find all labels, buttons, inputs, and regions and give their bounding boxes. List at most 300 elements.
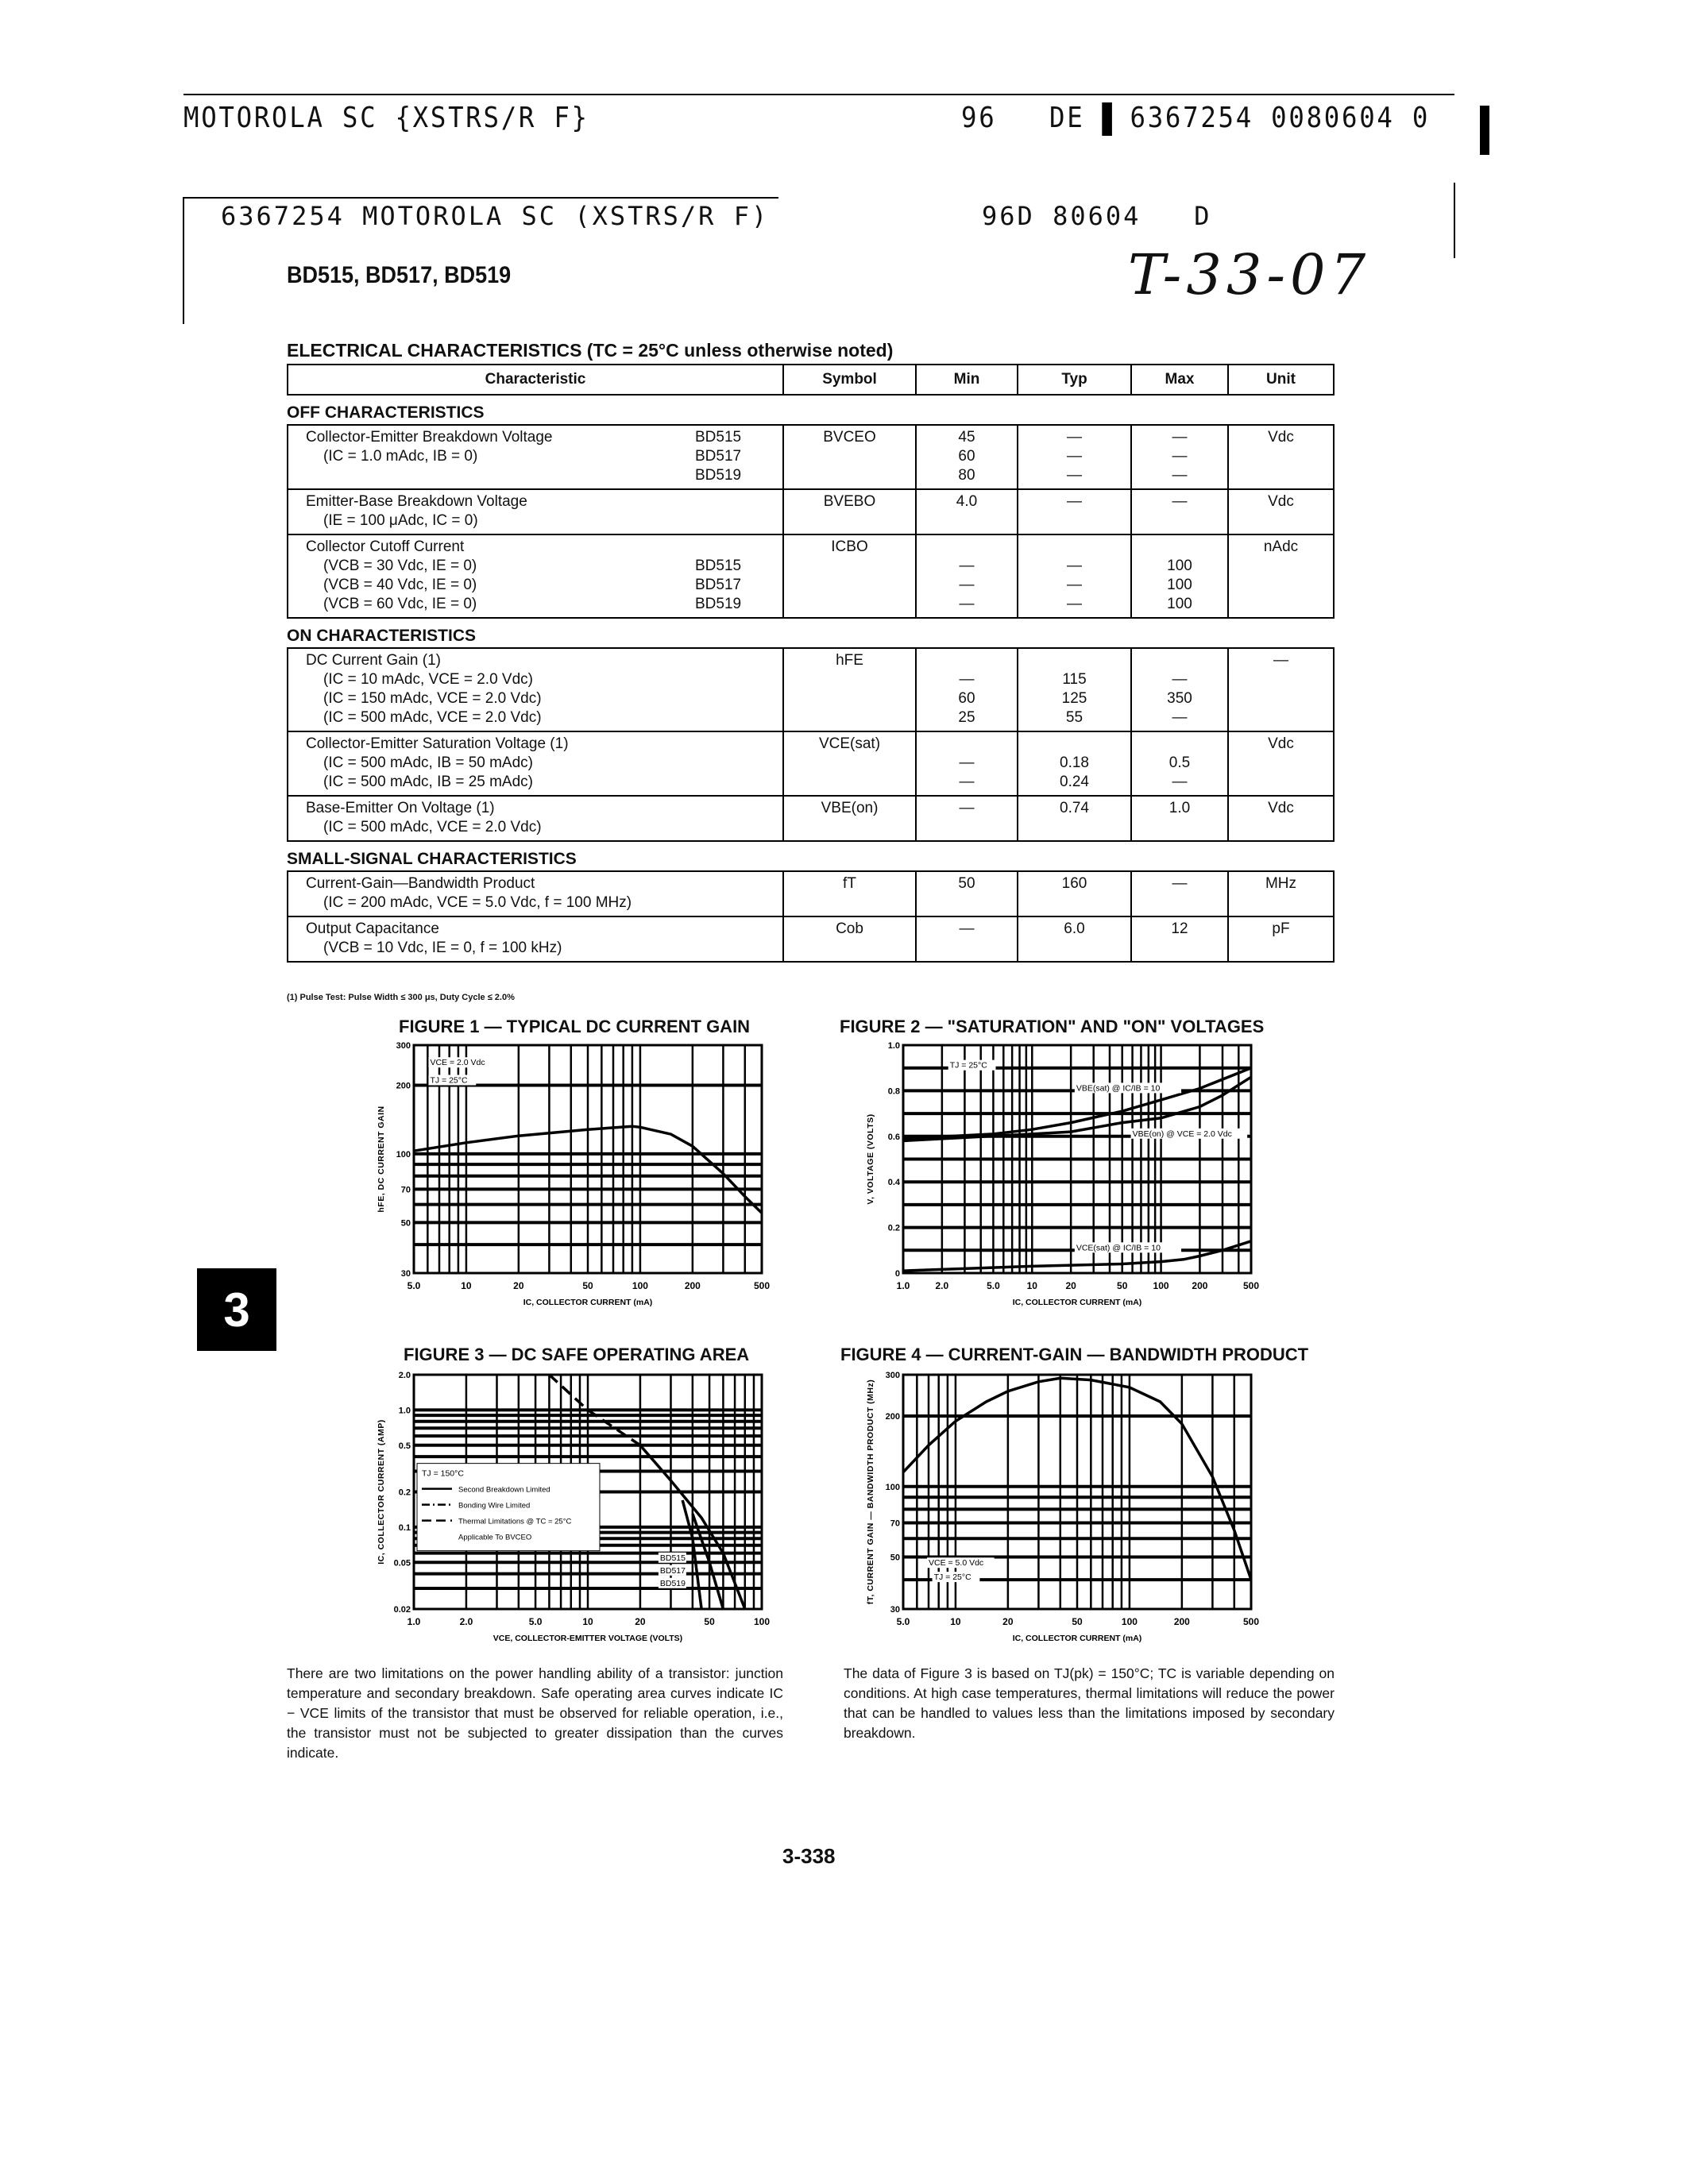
device-label [695,818,782,837]
max-cell [1130,797,1227,840]
characteristic-cell [288,732,782,795]
x-tick-label: 500 [1242,1616,1259,1627]
min-value [917,735,1017,754]
min-cell [915,872,1017,916]
characteristic-text: Output Capacitance [306,920,439,937]
unit-text: Vdc [1268,735,1294,752]
unit-text: — [1273,652,1288,669]
max-cell [1130,649,1227,731]
min-value: 50 [958,875,975,892]
header-code: 96 [961,102,997,134]
characteristic-text: (IC = 500 mAdc, VCE = 2.0 Vdc) [323,709,542,726]
x-tick-label: 5.0 [896,1616,910,1627]
device-label [695,799,782,818]
symbol-cell [782,535,915,617]
symbol-cell [782,649,915,731]
unit-cell [1227,797,1333,840]
min-value: 60 [958,690,975,707]
characteristic-text: (IC = 500 mAdc, VCE = 2.0 Vdc) [323,819,542,835]
typ-cell [1017,732,1130,795]
table-title: ELECTRICAL CHARACTERISTICS (TC = 25°C unless otherwise noted) [287,340,894,361]
min-cell [915,426,1017,488]
characteristic-text [288,466,695,485]
max-value: — [1172,429,1188,446]
max-value [1132,511,1227,531]
unit-text: MHz [1265,875,1297,892]
typ-value: 115 [1062,671,1087,688]
table-row [288,731,1333,795]
characteristic-text: (IC = 500 mAdc, IB = 25 mAdc) [323,774,533,790]
min-value [917,893,1017,913]
y-tick-label: 70 [400,1185,411,1195]
y-tick-label: 1.0 [887,1041,900,1051]
min-cell [915,917,1017,961]
annotation: TJ = 25°C [933,1572,971,1583]
x-axis-label: IC, COLLECTOR CURRENT (mA) [1012,1634,1142,1643]
device-label [695,735,782,754]
unit-cell [1227,649,1333,731]
y-tick-label: 50 [400,1218,411,1229]
y-tick-label: 0.8 [887,1086,900,1097]
unit-cell [1227,535,1333,617]
device-label [695,492,782,511]
min-value [917,651,1017,670]
device-label [695,874,782,893]
typ-value: — [1067,596,1082,612]
y-tick-label: 200 [885,1411,900,1422]
max-cell [1130,917,1227,961]
characteristic-cell [288,649,782,731]
symbol-text: VBE(on) [821,800,879,816]
y-tick-label: 30 [890,1605,900,1615]
x-tick-label: 2.0 [935,1280,949,1291]
max-cell [1130,732,1227,795]
device-label [695,651,782,670]
typ-value: 0.18 [1060,754,1089,771]
x-tick-label: 50 [1117,1280,1128,1291]
min-value: — [959,800,975,816]
min-value: 25 [958,709,975,726]
x-tick-label: 200 [1192,1280,1208,1291]
legend-item: Thermal Limitations @ TC = 25°C [458,1517,572,1526]
characteristic-text: (IC = 1.0 mAdc, IB = 0) [323,448,478,465]
column-header: Unit [1227,365,1333,394]
annotation: VCE = 5.0 Vdc [929,1558,984,1569]
x-tick-label: 200 [1173,1616,1190,1627]
max-value: 1.0 [1168,800,1191,816]
typ-cell [1017,917,1130,961]
min-cell [915,535,1017,617]
legend-item: Second Breakdown Limited [458,1485,550,1495]
x-tick-label: 1.0 [407,1616,421,1627]
handwritten-annotation: T-33-07 [1128,242,1371,307]
device-label [695,754,782,773]
x-tick-label: 50 [704,1616,715,1627]
x-tick-label: 20 [635,1616,646,1627]
column-header: Max [1130,365,1227,394]
max-value [1132,893,1227,913]
characteristic-text: (VCB = 40 Vdc, IE = 0) [323,577,477,593]
x-tick-label: 2.0 [459,1616,473,1627]
legend-item: Bonding Wire Limited [458,1501,531,1511]
y-tick-label: 300 [885,1371,900,1380]
max-value [1132,939,1227,958]
min-value: 45 [958,429,975,446]
symbol-text: Cob [836,920,863,937]
min-value: — [959,577,975,593]
y-tick-label: 0.2 [887,1223,900,1233]
annotation: VBE(on) @ VCE = 2.0 Vdc [1132,1129,1232,1139]
column-header: Characteristic [485,371,586,388]
x-tick-label: 10 [582,1616,593,1627]
top-rule [183,94,1454,95]
box-rule [183,197,778,199]
header-number: 6367254 0080604 0 [1130,102,1431,134]
typ-value: — [1067,577,1082,593]
x-tick-label: 50 [582,1280,593,1291]
y-tick-label: 0.5 [398,1441,411,1451]
typ-cell [1017,535,1130,617]
figure3-chart [365,1367,770,1647]
unit-cell [1227,917,1333,961]
figure1-title: FIGURE 1 — TYPICAL DC CURRENT GAIN [399,1017,751,1036]
symbol-cell [782,732,915,795]
y-axis-label: V, VOLTAGE (VOLTS) [866,1113,875,1205]
typ-cell [1017,649,1130,731]
x-tick-label: 10 [1026,1280,1037,1291]
section-block [287,870,1335,963]
max-cell [1130,535,1227,617]
unit-text: pF [1272,920,1290,937]
min-cell [915,490,1017,534]
y-tick-label: 0.02 [393,1605,411,1615]
y-tick-label: 0 [894,1269,900,1279]
typ-value [1018,818,1130,837]
max-value: 12 [1171,920,1188,937]
device-label [695,708,782,727]
max-value: — [1172,875,1188,892]
y-tick-label: 100 [396,1149,411,1160]
header-line1-left: MOTOROLA SC {XSTRS/R F} [183,102,589,134]
device-label [695,920,782,939]
device-label [695,773,782,792]
min-value: — [959,774,975,790]
y-axis-label: IC, COLLECTOR CURRENT (AMP) [377,1419,386,1565]
x-tick-label: 20 [1002,1616,1014,1627]
typ-cell [1017,490,1130,534]
symbol-text: BVEBO [823,493,876,510]
y-tick-label: 0.1 [398,1522,411,1533]
typ-value: 160 [1061,875,1087,892]
unit-cell [1227,732,1333,795]
unit-text: Vdc [1268,800,1294,816]
table-row [288,488,1333,534]
typ-cell [1017,797,1130,840]
device-label [695,893,782,913]
x-tick-label: 100 [1153,1280,1169,1291]
y-tick-label: 100 [885,1482,900,1492]
typ-value: 55 [1065,709,1083,726]
min-value: 80 [958,467,975,484]
x-tick-label: 50 [1072,1616,1083,1627]
max-value: — [1172,774,1188,790]
max-value [1132,818,1227,837]
device-label [695,670,782,689]
device-label: BD515 [695,558,742,574]
x-tick-label: 100 [753,1616,770,1627]
corner-bar [1480,106,1489,155]
x-tick-label: 100 [632,1280,648,1291]
typ-value: 0.74 [1060,800,1089,816]
section-block [287,647,1335,842]
characteristic-cell [288,872,782,916]
x-tick-label: 5.0 [407,1280,421,1291]
typ-value [1018,735,1130,754]
characteristic-cell [288,797,782,840]
x-tick-label: 10 [950,1616,961,1627]
max-value: 100 [1167,596,1192,612]
column-header: Symbol [782,365,915,394]
characteristic-text: Current-Gain—Bandwidth Product [306,875,535,892]
header-line1-right [961,102,1430,136]
table-row [288,872,1333,916]
typ-value: 0.24 [1060,774,1089,790]
unit-text: Vdc [1268,429,1294,446]
x-tick-label: 500 [753,1280,770,1291]
y-tick-label: 200 [396,1081,411,1091]
min-value: 60 [958,448,975,465]
device-label: BD517 [695,577,742,593]
unit-cell [1227,490,1333,534]
part-title: BD515, BD517, BD519 [287,262,512,288]
page-number: 3-338 [782,1844,836,1868]
x-tick-label: 1.0 [896,1280,910,1291]
typ-value [1018,893,1130,913]
max-cell [1130,872,1227,916]
max-value: 0.5 [1168,754,1191,771]
max-value: — [1172,493,1188,510]
characteristic-cell [288,490,782,534]
characteristic-text: (VCB = 60 Vdc, IE = 0) [323,596,477,612]
characteristic-text: Emitter-Base Breakdown Voltage [306,493,527,510]
symbol-text: hFE [836,652,863,669]
characteristic-text: (VCB = 10 Vdc, IE = 0, f = 100 kHz) [323,940,562,956]
min-cell [915,649,1017,731]
typ-value: — [1067,448,1082,465]
legend-item: Applicable To BVCEO [458,1533,532,1542]
max-value: 100 [1167,577,1192,593]
y-axis-label: fT, CURRENT GAIN — BANDWIDTH PRODUCT (MHz) [866,1379,875,1605]
annotation: TJ = 25°C [949,1060,987,1071]
symbol-cell [782,426,915,488]
min-cell [915,797,1017,840]
min-value [917,538,1017,557]
typ-value [1018,939,1130,958]
characteristic-cell [288,426,782,488]
typ-value: — [1067,429,1082,446]
unit-text: Vdc [1268,493,1294,510]
symbol-cell [782,917,915,961]
y-tick-label: 70 [890,1518,900,1529]
symbol-text: fT [843,875,856,892]
symbol-text: BVCEO [823,429,876,446]
table-header-row [287,364,1335,396]
paragraph-right: The data of Figure 3 is based on TJ(pk) = 150°C; TC is variable depending on conditions. At high case temperatures, thermal limitations will reduce the power that can be handled to values less than the limitations imposed by secondary breakdown. [844,1665,1335,1741]
characteristic-text: Collector-Emitter Saturation Voltage (1) [306,735,569,752]
min-value [917,511,1017,531]
x-tick-label: 20 [1065,1280,1076,1291]
figure3-title: FIGURE 3 — DC SAFE OPERATING AREA [404,1345,750,1364]
x-tick-label: 20 [513,1280,524,1291]
characteristic-text: Base-Emitter On Voltage (1) [306,800,495,816]
right-margin-rule [1454,183,1455,258]
min-value [917,818,1017,837]
registration-bar [1103,102,1113,136]
characteristic-text: Collector-Emitter Breakdown Voltage [306,429,553,446]
characteristic-text: (IC = 200 mAdc, VCE = 5.0 Vdc, f = 100 MHz) [323,894,632,911]
x-tick-label: 500 [1242,1280,1259,1291]
characteristic-cell [288,535,782,617]
figure4-title: FIGURE 4 — CURRENT-GAIN — BANDWIDTH PRODUCT [840,1345,1309,1364]
y-tick-label: 2.0 [398,1371,411,1380]
annotation: BD515 [659,1553,686,1563]
min-value: — [959,754,975,771]
figure2-title: FIGURE 2 — "SATURATION" AND "ON" VOLTAGES [840,1017,1265,1036]
device-label: BD517 [695,448,742,465]
y-tick-label: 0.05 [393,1558,411,1569]
characteristic-cell [288,917,782,961]
characteristic-text: DC Current Gain (1) [306,652,441,669]
typ-cell [1017,872,1130,916]
x-tick-label: 5.0 [987,1280,1000,1291]
header-line2-right: 96D 80604 D [982,201,1212,231]
unit-text: nAdc [1263,538,1299,555]
max-value: — [1172,671,1188,688]
annotation: TJ = 25°C [430,1075,468,1086]
max-value [1132,651,1227,670]
typ-value: — [1067,493,1082,510]
min-value: — [959,596,975,612]
symbol-cell [782,797,915,840]
y-tick-label: 300 [396,1041,411,1051]
symbol-cell [782,490,915,534]
x-tick-label: 5.0 [528,1616,543,1627]
y-tick-label: 1.0 [398,1406,411,1416]
device-label [695,511,782,531]
max-cell [1130,426,1227,488]
min-value: 4.0 [956,493,978,510]
typ-value: 125 [1061,690,1087,707]
characteristic-text: Collector Cutoff Current [306,538,465,555]
typ-value: 6.0 [1064,920,1085,937]
device-label [695,538,782,557]
min-value: — [959,920,975,937]
annotation: VCE(sat) @ IC/IB = 10 [1076,1243,1161,1253]
table-row [288,795,1333,840]
paragraph-left: There are two limitations on the power handling ability of a transistor: junction temperature and secondary breakdown. Safe operating area curves indicate IC − VCE limits of the transistor that must be observed for reliable operation, i.e., the transistor must not be subjected to greater dissipation than the curves indicate. [287,1665,783,1761]
column-header: Min [915,365,1017,394]
x-axis-label: IC, COLLECTOR CURRENT (mA) [1012,1298,1142,1307]
table-row [288,916,1333,961]
typ-value: — [1067,467,1082,484]
y-tick-label: 0.4 [887,1178,900,1188]
typ-cell [1017,426,1130,488]
header-de: DE [1049,102,1085,134]
figure4-chart [854,1367,1259,1647]
section-block [287,424,1335,619]
min-value: — [959,558,975,574]
characteristic-text: (IC = 10 mAdc, VCE = 2.0 Vdc) [323,671,533,688]
device-label [695,689,782,708]
figure2-chart [854,1037,1259,1311]
min-value [917,939,1017,958]
column-header: Typ [1017,365,1130,394]
max-value: — [1172,448,1188,465]
max-cell [1130,490,1227,534]
typ-value [1018,651,1130,670]
min-value: — [959,671,975,688]
max-value: — [1172,467,1188,484]
max-value [1132,735,1227,754]
x-tick-label: 10 [461,1280,472,1291]
symbol-text: VCE(sat) [818,735,881,752]
max-value [1132,538,1227,557]
table-footnote: (1) Pulse Test: Pulse Width ≤ 300 μs, Duty Cycle ≤ 2.0% [287,993,515,1002]
device-label: BD519 [695,596,742,612]
symbol-cell [782,872,915,916]
annotation: VCE = 2.0 Vdc [430,1058,485,1068]
characteristic-text: (VCB = 30 Vdc, IE = 0) [323,558,477,574]
device-label: BD515 [695,429,742,446]
y-tick-label: 0.6 [887,1132,900,1142]
x-axis-label: IC, COLLECTOR CURRENT (mA) [523,1298,653,1307]
annotation: BD517 [659,1565,686,1576]
header-line2-left: 6367254 MOTOROLA SC (XSTRS/R F) [221,201,770,231]
characteristic-text: (IC = 150 mAdc, VCE = 2.0 Vdc) [323,690,542,707]
max-value: — [1172,709,1188,726]
max-value: 100 [1167,558,1192,574]
max-value: 350 [1167,690,1192,707]
y-tick-label: 0.2 [398,1488,411,1498]
typ-value: — [1067,558,1082,574]
typ-value [1018,511,1130,531]
min-cell [915,732,1017,795]
y-tick-label: 50 [890,1553,900,1563]
device-label: BD519 [695,467,742,484]
section-tab: 3 [197,1268,276,1351]
section-title: OFF CHARACTERISTICS [287,403,485,422]
figure1-chart [365,1037,770,1311]
unit-cell [1227,426,1333,488]
typ-value [1018,538,1130,557]
electrical-characteristics-table [287,364,1335,963]
table-row [288,426,1333,488]
x-tick-label: 200 [684,1280,701,1291]
annotation: VBE(sat) @ IC/IB = 10 [1076,1083,1161,1094]
x-axis-label: VCE, COLLECTOR-EMITTER VOLTAGE (VOLTS) [492,1634,683,1643]
section-title: ON CHARACTERISTICS [287,627,477,645]
y-tick-label: 30 [400,1269,411,1279]
unit-cell [1227,872,1333,916]
x-tick-label: 100 [1121,1616,1138,1627]
characteristic-text: (IE = 100 μAdc, IC = 0) [323,512,478,529]
characteristic-text: (IC = 500 mAdc, IB = 50 mAdc) [323,754,533,771]
box-left-rule [183,197,184,324]
y-axis-label: hFE, DC CURRENT GAIN [377,1106,386,1213]
legend-header: TJ = 150°C [422,1468,464,1479]
annotation: BD519 [659,1578,686,1588]
section-title: SMALL-SIGNAL CHARACTERISTICS [287,850,577,868]
